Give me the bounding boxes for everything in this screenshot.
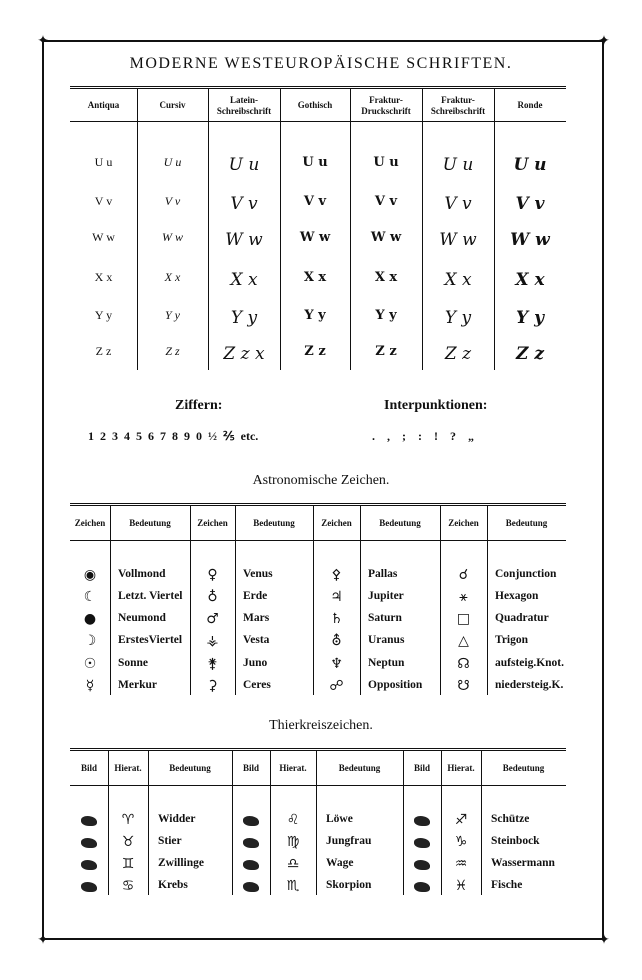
zodiac-meaning: Schütze [491,813,530,825]
letter-cell: X x [230,270,258,290]
letter-cell: Y y [444,308,472,328]
letter-cell: W w [162,230,183,244]
column-header: Bedeutung [379,518,421,528]
column-header: Latein- Schreibschrift [216,94,272,116]
astro-meaning: Sonne [118,657,149,669]
zodiac-meaning: Krebs [158,879,188,891]
letter-cell: Y y [516,308,544,328]
zodiac-figure-icon [81,838,97,848]
zodiac-meaning: Löwe [326,813,353,825]
astro-meaning: Vollmond [118,568,166,580]
letter-cell: U u [513,155,547,175]
interpunktionen-values: . , ; : ! ? „ [372,429,474,443]
astro-symbol-icon: ⚳ [207,678,218,694]
zodiac-meaning: Fische [491,879,523,891]
column-header: Fraktur- Druckschrift [361,94,411,116]
zodiac-meaning: Steinbock [491,835,540,847]
astro-meaning: Neumond [118,612,166,624]
zodiac-figure-icon [414,838,430,848]
zodiac-title: Thierkreiszeichen. [269,718,373,733]
zodiac-figure-icon [81,882,97,892]
zodiac-waterbearer-picture-icon [403,859,441,874]
astro-symbol-icon: ⚵ [207,656,218,672]
astro-meaning: Hexagon [495,590,539,602]
zodiac-figure-icon [243,882,259,892]
zodiac-meaning: Wassermann [491,857,555,869]
astro-symbol-icon: ♆ [330,656,343,672]
astro-symbol-icon: ⛢ [331,633,342,649]
zodiac-hieratic-icon: ♑ [454,834,468,850]
zodiac-lion-picture-icon [232,815,270,830]
zodiac-fishes-picture-icon [403,881,441,896]
astro-symbol-icon: ◉ [83,567,97,583]
astro-meaning: Trigon [495,634,529,646]
letter-cell: Y y [165,308,180,322]
astro-symbol-icon: △ [458,633,469,649]
astro-meaning: Merkur [118,679,157,691]
astro-meaning: niedersteig.K. [495,679,564,691]
zodiac-crab-picture-icon [70,881,108,896]
zodiac-meaning: Skorpion [326,879,372,891]
astro-meaning: Letzt. Viertel [118,590,183,602]
astro-symbol-icon: ♂ [206,611,219,627]
corner-ornament-icon: ✦ [37,932,49,948]
column-header: Zeichen [197,518,228,528]
astro-symbol-icon: ⚹ [459,589,468,605]
corner-ornament-icon: ✦ [598,932,610,948]
zodiac-hieratic-icon: ♌ [286,812,300,828]
astro-symbol-icon: ☽ [83,633,97,649]
column-header: Bedeutung [505,518,548,528]
astro-symbol-icon: ☾ [83,589,97,605]
zodiac-figure-icon [81,860,97,870]
letter-cell: V v [374,194,398,209]
zodiac-meaning: Stier [158,835,182,847]
table-top-rule [70,748,566,751]
astro-symbol-icon: ☉ [83,656,97,672]
astro-symbol-icon: ♃ [330,589,343,605]
column-header: Zeichen [321,518,352,528]
table-top-rule [70,503,566,506]
corner-ornament-icon: ✦ [37,33,49,49]
astro-meaning: Uranus [368,634,405,646]
letter-cell: X x [164,270,181,284]
zodiac-hieratic-icon: ♏ [286,878,300,894]
astro-meaning: Mars [243,612,270,624]
zodiac-hieratic-icon: ♉ [121,834,135,850]
zodiac-figure-icon [414,860,430,870]
letter-cell: U u [373,155,399,170]
letter-cell: X x [94,270,113,284]
zodiac-hieratic-icon: ♒ [454,856,468,872]
column-header: Gothisch [297,100,333,110]
letter-cell: W w [92,230,115,244]
zodiac-figure-icon [81,816,97,826]
column-header: Fraktur- Schreibschrift [430,94,486,116]
letter-cell: Z z [95,344,112,358]
zodiac-archer-picture-icon [403,815,441,830]
zodiac-hieratic-icon: ♐ [454,812,468,828]
letter-cell: Y y [375,308,397,323]
letter-cell: U u [228,155,260,175]
column-header: Bild [413,763,430,773]
letter-cell: Y y [304,308,326,323]
astro-symbol-icon: ⚶ [206,633,219,649]
column-header: Bedeutung [502,763,545,773]
zodiac-hieratic-icon: ♓ [454,878,468,894]
astro-symbol-icon: □ [456,611,471,627]
zodiac-hieratic-icon: ♈ [121,812,135,828]
astro-symbol-icon: ♀ [207,567,218,583]
column-header: Antiqua [87,100,120,110]
column-header: Ronde [517,100,543,110]
zodiac-meaning: Jungfrau [326,835,372,847]
astro-symbol-icon: ☍ [329,678,344,694]
zodiac-scales-picture-icon [232,859,270,874]
astro-meaning: Conjunction [495,568,557,580]
astro-meaning: Pallas [368,568,398,580]
column-header: Bild [80,763,97,773]
zodiac-hieratic-icon: ♊ [121,856,135,872]
letter-cell: X x [515,270,545,290]
header-rule [70,785,566,786]
astro-symbol-icon: ☿ [85,678,95,694]
astro-meaning: Venus [243,568,273,580]
zodiac-meaning: Widder [158,813,196,825]
letter-cell: Z z x [223,344,265,364]
letter-cell: Z z [375,344,397,359]
zodiac-hieratic-icon: ♎ [286,856,300,872]
column-header: Bedeutung [169,763,211,773]
astro-meaning: ErstesViertel [118,634,183,646]
letter-cell: V v [303,194,327,209]
astro-symbol-icon: ♄ [330,611,343,627]
zodiac-virgin-picture-icon [232,837,270,852]
astro-meaning: Juno [243,657,268,669]
letter-cell: X x [374,270,398,285]
zodiac-hieratic-icon: ♋ [121,878,135,894]
column-header: Zeichen [74,518,106,528]
astro-meaning: Opposition [368,679,423,691]
zodiac-goat-picture-icon [403,837,441,852]
astro-meaning: Vesta [243,634,270,646]
zodiac-figure-icon [243,838,259,848]
zodiac-figure-icon [414,816,430,826]
letter-cell: U u [163,155,182,169]
page-border [42,40,604,940]
zodiac-hieratic-icon: ♍ [286,834,300,850]
zodiac-meaning: Wage [326,857,354,869]
astro-meaning: Quadratur [495,612,549,624]
letter-cell: V v [164,194,181,208]
letter-cell: X x [303,270,327,285]
letter-cell: V v [515,194,545,214]
column-header: Hierat. [114,763,142,773]
corner-ornament-icon: ✦ [598,33,610,49]
letter-cell: W w [510,230,550,250]
zodiac-figure-icon [414,882,430,892]
astro-meaning: Neptun [368,657,405,669]
column-header: Bedeutung [129,518,171,528]
letter-cell: Z z [304,344,326,359]
astro-meaning: Jupiter [368,590,404,602]
ziffern-label: Ziffern: [175,398,223,413]
column-header: Bedeutung [338,763,381,773]
letter-cell: Z z [444,344,472,364]
letter-cell: U u [442,155,474,175]
letter-cell: W w [299,230,331,245]
zodiac-figure-icon [243,860,259,870]
header-rule [70,121,566,122]
astro-meaning: aufsteig.Knot. [495,657,564,669]
column-header: Zeichen [448,518,479,528]
letter-cell: W w [370,230,402,245]
letter-cell: V v [94,194,113,208]
astro-symbol-icon: ☊ [457,656,470,672]
zodiac-figure-icon [243,816,259,826]
ziffern-values: 1 2 3 4 5 6 7 8 9 0 ½ ⅖ etc. [88,429,259,443]
zodiac-ram-picture-icon [70,815,108,830]
letter-cell: Y y [230,308,258,328]
column-header: Hierat. [447,763,475,773]
letter-cell: W w [439,230,477,250]
page-title: MODERNE WESTEUROPÄISCHE SCHRIFTEN. [129,55,513,72]
astro-meaning: Erde [243,590,268,602]
column-header: Hierat. [279,763,307,773]
astro-symbol-icon: ● [83,611,97,627]
letter-cell: Y y [94,308,113,322]
interpunktionen-label: Interpunktionen: [384,398,488,413]
table-top-rule [70,86,566,89]
letter-cell: X x [444,270,472,290]
letter-cell: Z z [165,344,180,358]
letter-cell: V v [230,194,258,214]
astro-meaning: Saturn [368,612,402,624]
letter-cell: U u [302,155,328,170]
column-header: Bild [242,763,259,773]
astro-title: Astronomische Zeichen. [252,473,390,488]
astro-symbol-icon: ☌ [458,567,469,583]
zodiac-bull-picture-icon [70,837,108,852]
column-header: Cursiv [159,100,186,110]
astro-symbol-icon: ☋ [457,678,470,694]
column-header: Bedeutung [253,518,295,528]
astro-symbol-icon: ⚴ [331,567,342,583]
letter-cell: U u [94,155,113,169]
letter-cell: V v [444,194,472,214]
letter-cell: Z z [516,344,544,364]
header-rule [70,540,566,541]
astro-meaning: Ceres [243,679,271,691]
letter-cell: W w [225,230,263,250]
zodiac-meaning: Zwillinge [158,857,205,869]
zodiac-scorpion-picture-icon [232,881,270,896]
astro-symbol-icon: ♁ [207,589,218,605]
zodiac-twins-picture-icon [70,859,108,874]
